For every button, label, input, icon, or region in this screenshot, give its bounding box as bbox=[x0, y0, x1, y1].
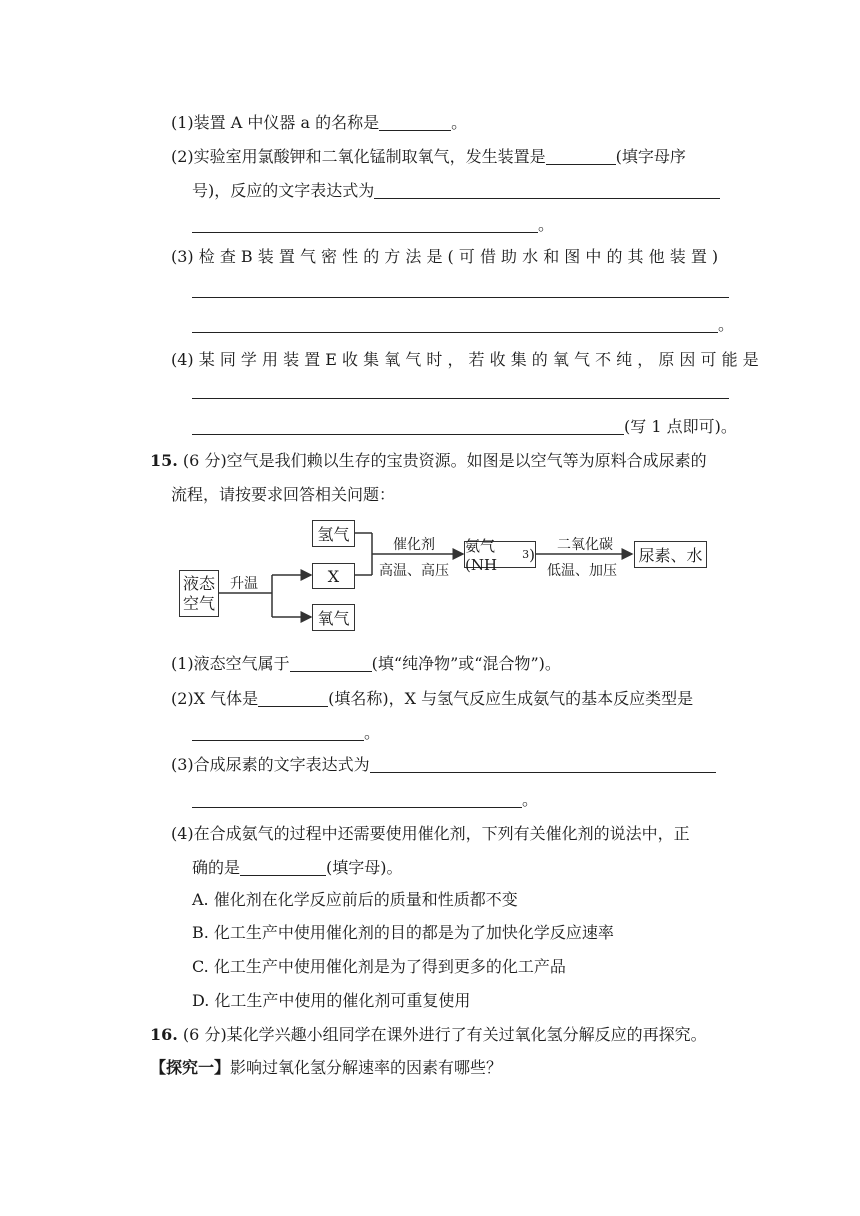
answer-blank[interactable] bbox=[546, 146, 616, 165]
answer-line[interactable] bbox=[192, 297, 729, 298]
catalyst-label: 催化剂 bbox=[393, 537, 435, 553]
section-tag: 【探究一】 bbox=[150, 1058, 231, 1077]
q16-intro: 16. (6 分)某化学兴趣小组同学在课外进行了有关过氧化氢分解反应的再探究。 bbox=[150, 1025, 707, 1044]
answer-blank[interactable] bbox=[374, 180, 720, 199]
q15-part3: (3)合成尿素的文字表达式为 bbox=[171, 754, 716, 776]
answer-blank[interactable] bbox=[290, 653, 372, 672]
q14-part2-line3: 。 bbox=[192, 214, 554, 236]
q15-intro-line1: 15. (6 分)空气是我们赖以生存的宝贵资源。如图是以空气等为原料合成尿素的 bbox=[150, 451, 707, 470]
answer-blank[interactable] bbox=[192, 789, 522, 808]
option-c[interactable]: C. 化工生产中使用催化剂是为了得到更多的化工产品 bbox=[192, 957, 566, 976]
option-b[interactable]: B. 化工生产中使用催化剂的目的都是为了加快化学反应速率 bbox=[192, 923, 614, 942]
question-number: 15. bbox=[150, 451, 178, 470]
hydrogen-box: 氢气 bbox=[312, 520, 355, 547]
answer-blank[interactable] bbox=[379, 112, 451, 131]
q14-part3-line3: 。 bbox=[192, 314, 734, 336]
q15-part1: (1)液态空气属于 (填“纯净物”或“混合物”)。 bbox=[171, 654, 561, 673]
answer-blank[interactable] bbox=[240, 857, 326, 876]
question-number: 16. bbox=[150, 1025, 178, 1044]
q14-part4: (4) 某 同 学 用 装 置 E 收 集 氧 气 时 ， 若 收 集 的 氧 气 不 纯 ， 原 因 可 能 是 bbox=[171, 350, 759, 369]
co2-label: 二氧化碳 bbox=[557, 537, 613, 553]
ammonia-box: 氨气(NH 3 ) bbox=[465, 537, 535, 574]
answer-line[interactable] bbox=[192, 398, 729, 399]
q15-part3-line2: 。 bbox=[192, 789, 538, 811]
answer-blank[interactable] bbox=[192, 214, 538, 233]
q15-part2: (2)X 气体是 (填名称)，X 与氢气反应生成氨气的基本反应类型是 bbox=[171, 689, 694, 708]
q14-part1: (1)装置 A 中仪器 a 的名称是 。 bbox=[171, 113, 468, 132]
q15-part4-line1: (4)在合成氨气的过程中还需要使用催化剂，下列有关催化剂的说法中，正 bbox=[171, 824, 690, 843]
answer-blank[interactable] bbox=[192, 722, 364, 741]
answer-blank[interactable] bbox=[258, 688, 328, 707]
answer-blank[interactable] bbox=[192, 416, 624, 435]
q16-section-heading: 【探究一】影响过氧化氢分解速率的因素有哪些？ bbox=[150, 1058, 503, 1077]
high-temp-pressure-label: 高温、高压 bbox=[379, 563, 449, 579]
q14-part2-line2: 号)，反应的文字表达式为 bbox=[192, 180, 720, 202]
q14-part4-line3: (写 1 点即可)。 bbox=[192, 416, 737, 438]
heat-label: 升温 bbox=[230, 576, 258, 592]
q15-part4-line2: 确的是 (填字母)。 bbox=[192, 858, 403, 877]
q14-part3: (3) 检 查 B 装 置 气 密 性 的 方 法 是 ( 可 借 助 水 和 图 中 的 其 他 装 置 ) bbox=[171, 247, 719, 266]
oxygen-box: 氧气 bbox=[312, 604, 355, 631]
q15-intro-line2: 流程，请按要求回答相关问题： bbox=[171, 485, 396, 504]
liquid-air-box: 液态 空气 bbox=[179, 570, 219, 617]
answer-blank[interactable] bbox=[192, 314, 718, 333]
answer-blank[interactable] bbox=[370, 754, 716, 773]
low-temp-pressure-label: 低温、加压 bbox=[547, 563, 617, 579]
option-d[interactable]: D. 化工生产中使用的催化剂可重复使用 bbox=[192, 991, 471, 1010]
x-box: X bbox=[312, 563, 355, 589]
q15-part2-line2: 。 bbox=[192, 722, 380, 744]
option-a[interactable]: A. 催化剂在化学反应前后的质量和性质都不变 bbox=[192, 890, 518, 909]
q14-part2-line1: (2)实验室用氯酸钾和二氧化锰制取氧气，发生装置是 (填字母序 bbox=[171, 147, 686, 166]
product-box: 尿素、水 bbox=[634, 541, 707, 568]
